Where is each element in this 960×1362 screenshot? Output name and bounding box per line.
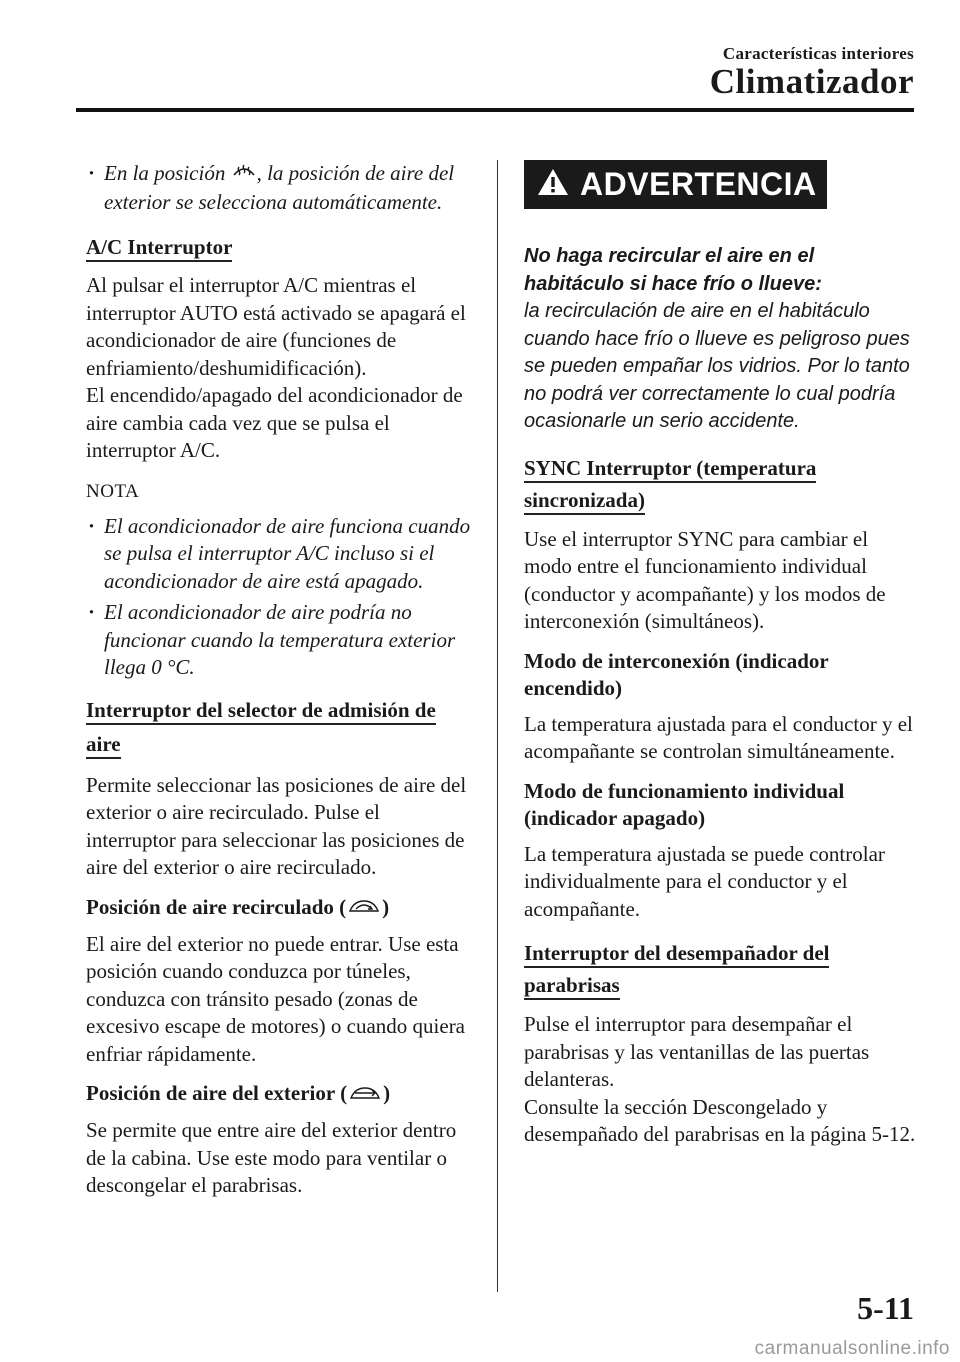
ac-heading: A/C Interruptor bbox=[86, 235, 232, 262]
warning-text bbox=[524, 243, 916, 436]
windshield-defrost-icon bbox=[231, 161, 257, 189]
header-rule bbox=[76, 108, 914, 112]
recirc-heading-text: Posición de aire recirculado ( bbox=[86, 894, 347, 919]
defog-paragraph-2: Consulte la sección Descongelado y desempañado del parabrisas en la página 5-12. bbox=[524, 1094, 916, 1146]
ac-paragraph-2: El encendido/apagado del acondicionador de aire cambia cada vez que se pulsa el interruptor A/C. bbox=[86, 383, 463, 463]
right-column bbox=[524, 160, 916, 1149]
note-item-2: · El acondicionador de aire podría no funcionar cuando la temperatura exterior llega 0 °C. bbox=[86, 599, 472, 682]
warning-label: ADVERTENCIA bbox=[580, 166, 817, 202]
recirc-paragraph: El aire del exterior no puede entrar. Use esta posición cuando conduzca por túneles, conduzca con tránsito pesado (zonas de excesivo escape de motores) o cuando quiera enfriar rápidamente. bbox=[86, 931, 466, 1066]
outside-air-icon bbox=[347, 1082, 383, 1110]
watermark: carmanualsonline.info bbox=[754, 1338, 950, 1359]
recirc-heading-close: ) bbox=[382, 894, 390, 919]
page-title: Climatizador bbox=[709, 62, 914, 101]
warning-lead: No haga recircular el aire en el habitáculo si hace frío o llueve: bbox=[524, 245, 822, 295]
intake-paragraph: Permite seleccionar las posiciones de aire del exterior o aire recirculado. Pulse el interruptor para seleccionar las posiciones de aire del exterior o aire recirculado. bbox=[86, 772, 467, 880]
note-label: NOTA bbox=[86, 480, 140, 502]
outside-heading-close: ) bbox=[383, 1081, 391, 1106]
bullet-text-post: , la posición de aire del exterior se selecciona automáticamente. bbox=[104, 161, 455, 214]
bullet-defrost-auto bbox=[86, 160, 472, 216]
outside-heading-text: Posición de aire del exterior ( bbox=[86, 1081, 348, 1106]
interconnect-heading: Modo de interconexión (indicador encendido) bbox=[524, 648, 829, 700]
warning-body: la recirculación de aire en el habitáculo cuando hace frío o llueve es peligroso pues se pueden empañar los vidrios. Por lo tanto no podrá ver correctamente lo cual podría ocasionarle un serio accidente. bbox=[524, 300, 910, 432]
page-number: 5-11 bbox=[857, 1290, 914, 1326]
intake-heading: Interruptor del selector de admisión de aire bbox=[86, 698, 436, 759]
sync-paragraph: Use el interruptor SYNC para cambiar el modo entre el funcionamiento individual (conductor y acompañante) y los modos de interconexión (simultáneos). bbox=[524, 526, 886, 633]
interconnect-paragraph: La temperatura ajustada para el conductor y el acompañante se controlan simultáneamente. bbox=[524, 711, 913, 763]
individual-paragraph: La temperatura ajustada se puede controlar individualmente para el conductor y el acompañante. bbox=[524, 841, 885, 921]
defog-paragraph-1: Pulse el interruptor para desempañar el parabrisas y las ventanillas de las puertas delanteras. bbox=[524, 1012, 870, 1091]
recirculate-air-icon bbox=[346, 895, 382, 923]
sync-heading: SYNC Interruptor (temperatura sincronizada) bbox=[524, 456, 816, 515]
warning-banner bbox=[524, 160, 827, 209]
warning-icon bbox=[536, 167, 570, 202]
ac-paragraph-1: Al pulsar el interruptor A/C mientras el interruptor AUTO está activado se apagará el acondicionador de aire (funciones de enfriamiento/deshumidificación). bbox=[86, 273, 466, 380]
note-item-1: · El acondicionador de aire funciona cuando se pulsa el interruptor A/C incluso si el acondicionador de aire está apagado. bbox=[86, 513, 472, 596]
column-divider bbox=[497, 160, 498, 1292]
outside-paragraph: Se permite que entre aire del exterior dentro de la cabina. Use este modo para ventilar o descongelar el parabrisas. bbox=[86, 1118, 457, 1198]
outside-heading bbox=[86, 1080, 472, 1109]
left-column bbox=[86, 160, 472, 1200]
defog-heading: Interruptor del desempañador del parabrisas bbox=[524, 941, 829, 1000]
section-label: Características interiores bbox=[722, 44, 914, 63]
bullet-text-pre: En la posición bbox=[104, 161, 226, 185]
individual-heading: Modo de funcionamiento individual (indicador apagado) bbox=[524, 778, 845, 830]
recirc-heading bbox=[86, 894, 472, 923]
